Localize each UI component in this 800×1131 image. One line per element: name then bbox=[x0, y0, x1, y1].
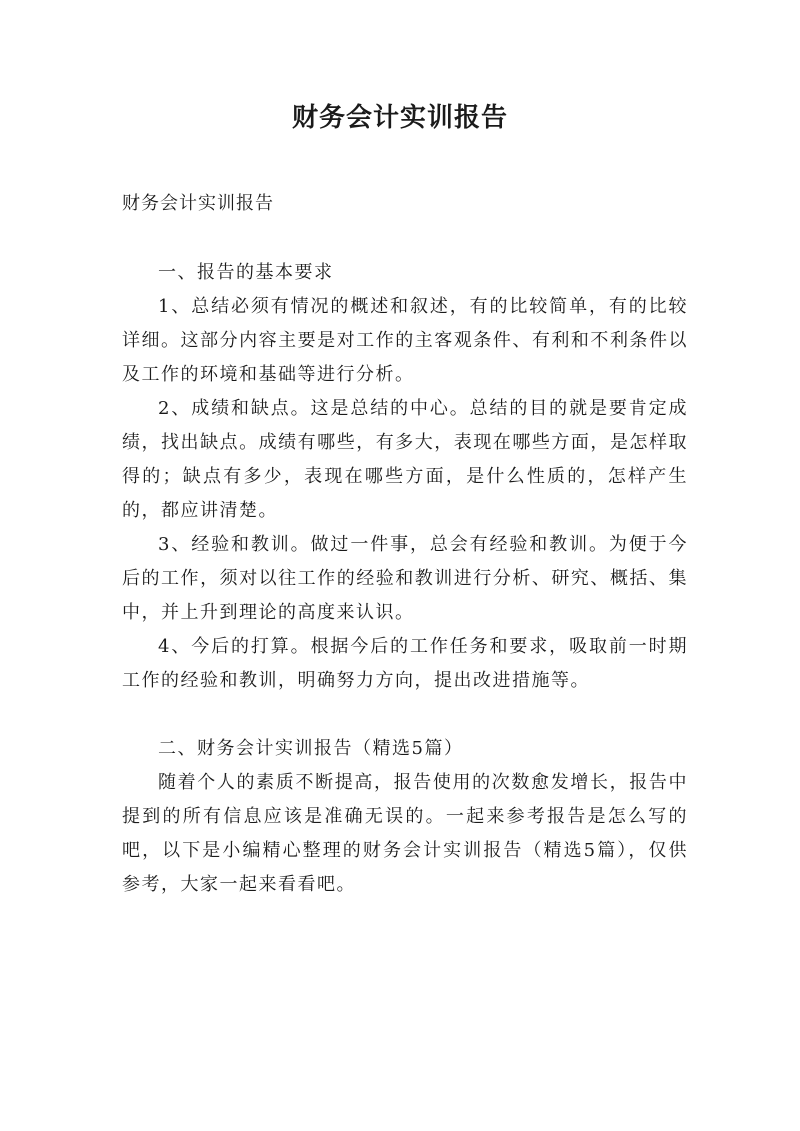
section-spacer bbox=[122, 698, 688, 732]
section-2-paragraph-1: 随着个人的素质不断提高，报告使用的次数愈发增长，报告中提到的所有信息应该是准确无误的。一起来参考报告是怎么写的吧，以下是小编精心整理的财务会计实训报告（精选5篇），仅供参考，大家一起来看看吧。 bbox=[122, 772, 688, 895]
document-body bbox=[122, 256, 688, 902]
section-1-paragraph-1: 1、总结必须有情况的概述和叙述，有的比较简单，有的比较详细。这部分内容主要是对工作的主客观条件、有利和不利条件以及工作的环境和基础等进行分析。 bbox=[122, 296, 688, 385]
section-1-paragraph-2: 2、成绩和缺点。这是总结的中心。总结的目的就是要肯定成绩，找出缺点。成绩有哪些，有多大，表现在哪些方面，是怎样取得的；缺点有多少，表现在哪些方面，是什么性质的，怎样产生的，都应讲清楚。 bbox=[122, 398, 688, 521]
document-subtitle: 财务会计实训报告 bbox=[122, 193, 274, 214]
document-title: 财务会计实训报告 bbox=[291, 103, 508, 133]
section-2-heading: 二、财务会计实训报告（精选5篇） bbox=[158, 738, 464, 759]
section-1-paragraph-4: 4、今后的打算。根据今后的工作任务和要求，吸取前一时期工作的经验和教训，明确努力方向，提出改进措施等。 bbox=[122, 636, 688, 691]
section-1-heading: 一、报告的基本要求 bbox=[158, 262, 334, 283]
section-1-paragraph-3: 3、经验和教训。做过一件事，总会有经验和教训。为便于今后的工作，须对以往工作的经验和教训进行分析、研究、概括、集中，并上升到理论的高度来认识。 bbox=[122, 534, 688, 623]
